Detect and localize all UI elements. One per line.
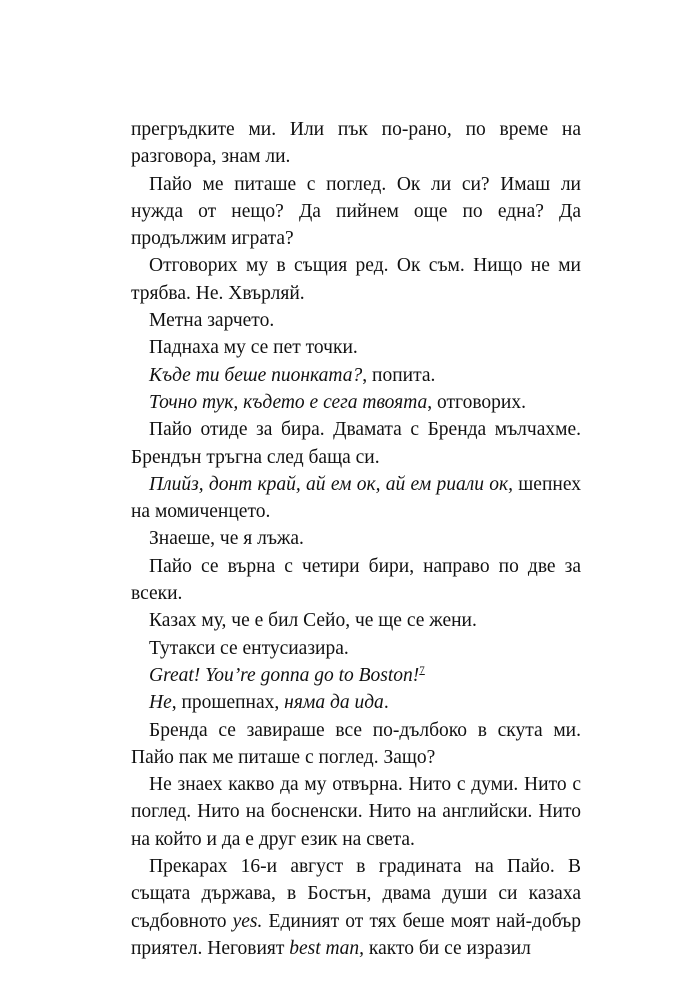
text-segment: Метна зарчето. xyxy=(149,310,275,332)
paragraph xyxy=(131,307,581,334)
text-segment: Знаеше, че я лъжа. xyxy=(149,528,304,550)
paragraph xyxy=(131,689,581,716)
paragraph xyxy=(131,416,581,471)
text-segment: Тутакси се ентусиазира. xyxy=(149,637,349,659)
italic-text: best man, xyxy=(289,937,365,959)
paragraph xyxy=(131,717,581,772)
text-segment: шепнех на момиченцето. xyxy=(131,473,581,523)
italic-text: Точно тук, където е сега твоята xyxy=(149,391,428,413)
text-segment: Пайо се върна с четири бири, направо по две за всеки. xyxy=(131,555,581,605)
text-segment: , попита. xyxy=(362,364,436,386)
text-segment: Паднаха му се пет точки. xyxy=(149,337,358,359)
paragraph xyxy=(131,525,581,552)
page-body-text xyxy=(131,116,581,962)
text-segment: . xyxy=(383,692,389,714)
text-segment: прегръдките ми. Или пък по-рано, по време на разговора, знам ли. xyxy=(131,119,581,168)
text-segment: , прошепнах, xyxy=(171,692,285,714)
footnote-marker: 7 xyxy=(419,664,425,677)
italic-text: Не xyxy=(149,692,172,714)
text-segment: Бренда се завираше все по-дълбоко в скута ми. Пайо пак ме питаше с поглед. Защо? xyxy=(131,719,581,768)
paragraph xyxy=(131,553,581,608)
paragraph xyxy=(131,389,581,416)
paragraph xyxy=(131,171,581,253)
paragraph xyxy=(131,853,581,962)
text-segment: както би се изразил xyxy=(364,937,531,959)
text-segment: Пайо отиде за бира. Двамата с Бренда мълчахме. Брендън тръгна след баща си. xyxy=(131,419,581,468)
italic-text: Къде ти беше пионката? xyxy=(149,364,363,386)
text-segment: Пайо ме питаше с поглед. Ок ли си? Имаш ли нужда от нещо? Да пийнем още по една? Да продължим играта? xyxy=(131,173,581,250)
italic-text: yes. xyxy=(232,910,263,932)
text-segment: , отговорих. xyxy=(427,391,526,413)
paragraph xyxy=(131,771,581,853)
paragraph xyxy=(131,471,581,526)
text-segment: Казах му, че е бил Сейо, че ще се жени. xyxy=(149,610,477,632)
text-segment: Отговорих му в същия ред. Ок съм. Нищо не ми трябва. Не. Хвърляй. xyxy=(131,255,581,304)
paragraph xyxy=(131,334,581,361)
text-segment: Единият от тях беше моят най-добър приятел. Неговият xyxy=(131,910,581,959)
paragraph xyxy=(131,116,581,171)
paragraph xyxy=(131,662,581,689)
italic-text: Плийз, донт край, ай ем ок, ай ем риали ок, xyxy=(149,473,513,495)
paragraph xyxy=(131,607,581,634)
italic-text: Great! You’re gonna go to Boston! xyxy=(149,664,420,686)
paragraph xyxy=(131,362,581,389)
paragraph xyxy=(131,635,581,662)
italic-text: няма да ида xyxy=(284,692,384,714)
text-segment: Прекарах 16-и август в градината на Пайо. В същата държава, в Бостън, двама души си казаха съдбовното xyxy=(131,856,581,932)
text-segment: Не знаех какво да му отвърна. Нито с думи. Нито с поглед. Нито на босненски. Нито на английски. Нито на който и да е друг език на света. xyxy=(131,774,581,850)
paragraph xyxy=(131,252,581,307)
